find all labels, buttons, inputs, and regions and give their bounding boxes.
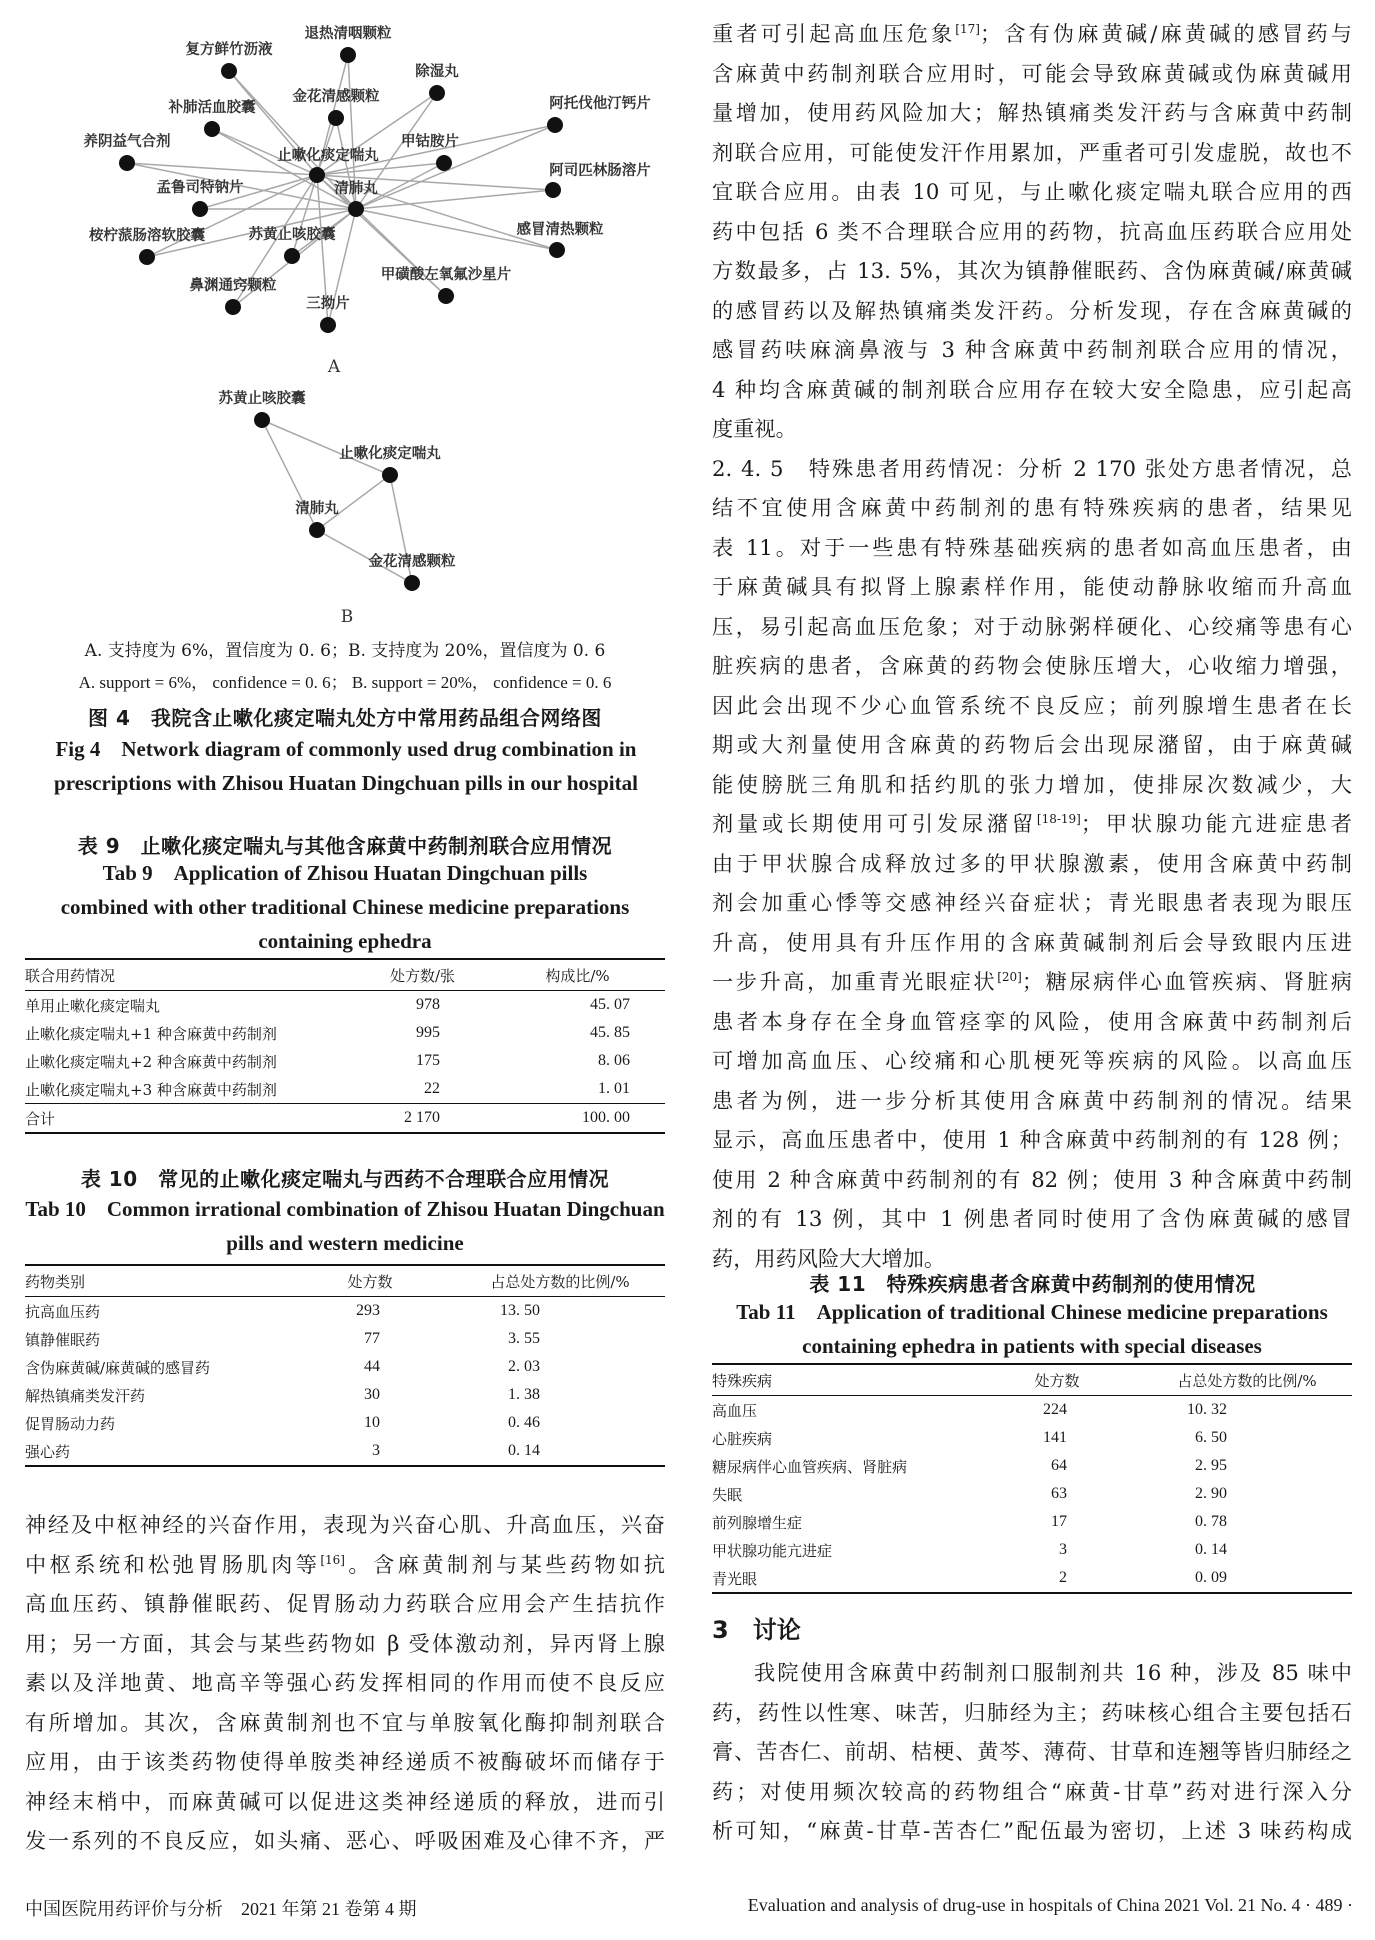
text-line: 用；另一方面，其会与某些药物如 β 受体激动剂，异丙肾上腺 — [25, 1630, 665, 1656]
network-a-node-label: 补肺活血胶囊 — [168, 99, 256, 116]
text-line: 药；对使用频次较高的药物组合“麻黄-甘草”药对进行深入分 — [712, 1778, 1352, 1804]
text-line: 剂的有 13 例，其中 1 例患者同时使用了含伪麻黄碱的感冒 — [712, 1206, 1352, 1231]
cell-value: 63 — [1051, 1485, 1067, 1502]
cell-value: 2 — [972, 1564, 1142, 1593]
text-line: 脏疾病的患者，含麻黄的药物会使脉压增大，心收缩力增强， — [712, 653, 1352, 678]
column-header: 占总处方数的比例/% — [455, 1265, 665, 1297]
network-b-node — [404, 575, 420, 591]
table-header-row — [25, 1265, 665, 1297]
row-label: 抗高血压药 — [25, 1302, 101, 1321]
table-row — [25, 1353, 665, 1381]
network-b-node-label: 金花清感颗粒 — [368, 553, 456, 570]
text-span: ；甲状腺功能亢进症患者 — [1080, 811, 1352, 836]
cell-value: 64 — [1051, 1457, 1067, 1474]
network-a-node — [547, 117, 563, 133]
row-label: 前列腺增生症 — [712, 1513, 803, 1532]
table-row — [25, 1325, 665, 1353]
table-row — [25, 1047, 665, 1075]
cell-value: 6. 50 — [1195, 1429, 1227, 1446]
network-b-node — [382, 467, 398, 483]
cell-value: 141 — [1043, 1429, 1067, 1446]
text-line: 膏、苦杏仁、前胡、桔梗、黄芩、薄荷、甘草和连翘等皆归肺经之 — [712, 1739, 1352, 1764]
table9-title-zh: 表 9 止嗽化痰定喘丸与其他含麻黄中药制剂联合应用情况 — [77, 834, 613, 858]
cell-value: 2. 95 — [1195, 1457, 1227, 1474]
text-line: 患者为例，进一步分析其使用含麻黄中药制剂的情况。结果 — [712, 1087, 1352, 1113]
network-a-node — [436, 155, 452, 171]
network-a-node-label: 复方鲜竹沥液 — [185, 41, 273, 58]
panel-a-label: A — [327, 357, 341, 377]
text-line: 有所增加。其次，含麻黄制剂也不宜与单胺氧化酶抑制剂联合 — [25, 1709, 665, 1735]
network-a-node — [225, 299, 241, 315]
text-line: 的感冒药以及解热镇痛类发汗药。分析发现，存在含麻黄碱的 — [712, 297, 1352, 323]
cell-value: 2. 03 — [508, 1358, 540, 1375]
row-label: 失眠 — [712, 1485, 743, 1504]
table-row — [25, 1409, 665, 1437]
row-label: 止嗽化痰定喘丸+3 种含麻黄中药制剂 — [25, 1080, 277, 1099]
cell-value: 0. 46 — [508, 1414, 540, 1431]
text-line: 高血压药、镇静催眠药、促胃肠动力药联合应用会产生拮抗作 — [25, 1591, 665, 1616]
cell-value: 0. 09 — [1142, 1564, 1352, 1593]
table10-title-zh: 表 10 常见的止嗽化痰定喘丸与西药不合理联合应用情况 — [80, 1167, 610, 1191]
cell-value: 2. 90 — [1195, 1485, 1227, 1502]
text-line: 显示，高血压患者中，使用 1 种含麻黄中药制剂的有 128 例； — [712, 1127, 1352, 1152]
network-a-node-label: 清肺丸 — [334, 180, 378, 197]
figure-title-zh: 图 4 我院含止嗽化痰定喘丸处方中常用药品组合网络图 — [88, 706, 602, 730]
table-row — [712, 1424, 1352, 1452]
figure-title-en: Fig 4 Network diagram of commonly used drug combination in prescriptions with Zhisou Huatan Dingchuan pills in our hospital — [54, 737, 638, 795]
network-a-node — [309, 167, 325, 183]
right-body-text — [712, 14, 1352, 1278]
network-a-node — [438, 288, 454, 304]
row-label: 青光眼 — [712, 1564, 972, 1593]
text-line: 2. 4. 5 特殊患者用药情况：分析 2 170 张处方患者情况，总 — [712, 455, 1352, 481]
text-line: 药，药性以性寒、味苦，归肺经为主；药味核心组合主要包括石 — [712, 1699, 1352, 1725]
text-line: 患者本身存在全身血管痉挛的风险，使用含麻黄中药制剂后 — [712, 1008, 1352, 1034]
cell-value: 44 — [364, 1358, 380, 1375]
paragraph-special-patients — [712, 449, 1352, 805]
network-b-node-label: 清肺丸 — [295, 500, 339, 517]
table-header-row — [25, 959, 665, 991]
cell-value: 10 — [364, 1414, 380, 1431]
text-line: 药，用药风险大大增加。 — [712, 1245, 946, 1271]
text-span: 重者可引起高血压危象 — [712, 21, 956, 46]
table-total-row — [25, 1104, 665, 1134]
row-label: 高血压 — [712, 1401, 758, 1420]
network-a-node-label: 甲磺酸左氧氟沙星片 — [380, 266, 512, 283]
network-a-node-label: 除湿丸 — [415, 63, 459, 80]
table-row — [712, 1508, 1352, 1536]
cell-value: 3. 55 — [508, 1330, 540, 1347]
network-a-node-label: 阿托伐他汀钙片 — [549, 95, 651, 112]
reference-citation[interactable]: [20] — [997, 970, 1022, 984]
cell-value: 3 — [285, 1437, 455, 1466]
cell-value: 45. 85 — [590, 1024, 630, 1041]
discussion-paragraph — [712, 1653, 1352, 1851]
network-a-node-label: 止嗽化痰定喘丸 — [277, 147, 379, 164]
table10-title-en: Tab 10 Common irrational combination of Zhisou Huatan Dingchuan pills and western medicine — [25, 1197, 665, 1255]
table9 — [25, 958, 665, 1134]
cell-value: 45. 07 — [590, 996, 630, 1013]
cell-value: 995 — [416, 1024, 440, 1041]
text-line: 表 11。对于一些患有特殊基础疾病的患者如高血压患者，由 — [712, 534, 1352, 560]
network-a-node-label: 孟鲁司特钠片 — [156, 179, 244, 196]
text-line: 剂会加重心悸等交感神经兴奋症状；青光眼患者表现为眼压 — [712, 890, 1352, 915]
row-label: 强心药 — [25, 1437, 285, 1466]
cell-value: 1. 01 — [598, 1080, 630, 1097]
text-line: 含麻黄中药制剂联合应用时，可能会导致麻黄碱或伪麻黄碱用 — [712, 60, 1352, 86]
cell-value: 0. 14 — [1195, 1541, 1227, 1558]
network-a-node-label: 感冒清热颗粒 — [516, 221, 604, 238]
network-a-node-label: 鼻渊通窍颗粒 — [189, 277, 277, 294]
cell-value: 10. 32 — [1187, 1401, 1227, 1418]
table11 — [712, 1363, 1352, 1594]
network-a-node — [119, 155, 135, 171]
table-row — [25, 1297, 665, 1326]
network-a-node-label: 阿司匹林肠溶片 — [549, 162, 651, 179]
row-label: 含伪麻黄碱/麻黄碱的感冒药 — [25, 1358, 211, 1377]
cell-value: 224 — [1043, 1401, 1067, 1418]
text-span: ；含有伪麻黄碱/麻黄碱的感冒药与 — [979, 21, 1352, 46]
network-a-node-label: 金花清感颗粒 — [292, 88, 380, 105]
cell-value: 0. 14 — [455, 1437, 665, 1466]
network-a-node-label: 退热清咽颗粒 — [304, 25, 392, 42]
network-b-node-label: 苏黄止咳胶囊 — [218, 390, 306, 407]
text-line: 神经及中枢神经的兴奋作用，表现为兴奋心肌、升高血压，兴奋 — [25, 1512, 665, 1537]
column-header: 处方数 — [285, 1265, 455, 1297]
figure-note-zh: A. 支持度为 6%，置信度为 0. 6；B. 支持度为 20%，置信度为 0. 6 — [84, 641, 606, 661]
text-span: ；糖尿病伴心血管疾病、肾脏病 — [1021, 969, 1352, 994]
text-line: 能使膀胱三角肌和括约肌的张力增加，使排尿次数减少，大 — [712, 771, 1352, 797]
panel-b-label: B — [340, 607, 354, 627]
reference-citation[interactable]: [17] — [955, 22, 980, 36]
network-a-node — [328, 110, 344, 126]
paragraph-special-patients-cont — [712, 844, 1352, 963]
text-line: 应用，由于该类药物使得单胺类神经递质不被酶破坏而储存于 — [25, 1749, 665, 1774]
table11-title-zh: 表 11 特殊疾病患者含麻黄中药制剂的使用情况 — [809, 1272, 1256, 1296]
text-line: 神经末梢中，而麻黄碱可以促进这类神经递质的释放，进而引 — [25, 1788, 665, 1814]
network-a-node — [204, 121, 220, 137]
network-a-node — [429, 85, 445, 101]
table-row — [25, 1075, 665, 1104]
text-line: 析可知，“麻黄-甘草-苦杏仁”配伍最为密切，上述 3 味药构成 — [712, 1818, 1352, 1843]
cell-value: 175 — [416, 1052, 440, 1069]
network-a-node-label: 苏黄止咳胶囊 — [248, 226, 336, 243]
cell-value: 17 — [1051, 1513, 1067, 1530]
network-a-node — [549, 242, 565, 258]
network-b-node — [254, 412, 270, 428]
cell-value: 293 — [356, 1302, 380, 1319]
table-row — [712, 1564, 1352, 1593]
text-line — [712, 962, 1352, 1002]
table10 — [25, 1264, 665, 1467]
table-row — [25, 1381, 665, 1409]
text-line: 量增加，使用药风险加大；解热镇痛类发汗药与含麻黄中药制 — [712, 100, 1352, 125]
cell-value: 1. 38 — [508, 1386, 540, 1403]
cell-value: 978 — [416, 996, 440, 1013]
reference-citation[interactable]: [16] — [320, 1552, 345, 1567]
row-label: 止嗽化痰定喘丸+2 种含麻黄中药制剂 — [25, 1052, 277, 1071]
cell-value: 13. 50 — [500, 1302, 540, 1319]
figure-note-en: A. support = 6%， confidence = 0. 6； B. support = 20%， confidence = 0. 6 — [78, 673, 612, 692]
row-label: 促胃肠动力药 — [25, 1414, 116, 1433]
column-header: 特殊疾病 — [712, 1364, 972, 1396]
row-label: 解热镇痛类发汗药 — [25, 1386, 146, 1405]
cell-value: 22 — [424, 1080, 440, 1097]
text-line — [712, 804, 1352, 844]
column-header: 占总处方数的比例/% — [1142, 1364, 1352, 1396]
text-line: 结不宜使用含麻黄中药制剂的患有特殊疾病的患者，结果见 — [712, 495, 1352, 520]
text-line: 发一系列的不良反应，如头痛、恶心、呼吸困难及心律不齐，严 — [25, 1828, 665, 1853]
text-line: 素以及洋地黄、地高辛等强心药发挥相同的作用而使不良反应 — [25, 1670, 665, 1695]
text-span: 。含麻黄制剂与某些药物如抗 — [345, 1551, 665, 1577]
network-a-node — [348, 201, 364, 217]
row-label: 镇静催眠药 — [25, 1330, 101, 1349]
journal-footer-en: Evaluation and analysis of drug-use in hospitals of China 2021 Vol. 21 No. 4 · 489 · — [747, 1895, 1353, 1915]
section-3-heading: 3 讨论 — [712, 1616, 801, 1644]
text-span: 中枢系统和松弛胃肠肌肉等 — [25, 1551, 321, 1577]
table9-title-en: Tab 9 Application of Zhisou Huatan Dingchuan pills combined with other traditional Chinese medicine preparations containing ephedra — [60, 861, 630, 953]
column-header: 构成比/% — [490, 959, 665, 991]
text-line — [25, 1545, 665, 1585]
table-header-row — [712, 1364, 1352, 1396]
text-line: 期或大剂量使用含麻黄的药物后会出现尿潴留，由于麻黄碱 — [712, 732, 1352, 757]
text-line: 感冒药呋麻滴鼻液与 3 种含麻黄中药制剂联合应用的情况， — [712, 337, 1352, 362]
column-header: 处方数/张 — [355, 959, 490, 991]
table-row — [25, 1019, 665, 1047]
network-a-node-label: 桉柠蒎肠溶软胶囊 — [89, 227, 205, 244]
network-a-node — [192, 201, 208, 217]
text-line: 药中包括 6 类不合理联合应用的药物，抗高血压药联合应用处 — [712, 218, 1352, 244]
table-row — [25, 1437, 665, 1466]
table-row — [712, 1396, 1352, 1425]
text-line: 4 种均含麻黄碱的制剂联合应用存在较大安全隐患，应引起高 — [712, 376, 1352, 402]
left-body-text — [25, 1505, 665, 1861]
table-row — [25, 991, 665, 1020]
table-row — [712, 1480, 1352, 1508]
cell-value: 0. 78 — [1195, 1513, 1227, 1530]
text-span: 一步升高，加重青光眼症状 — [712, 969, 998, 994]
text-span: 剂量或长期使用可引发尿潴留 — [712, 811, 1037, 836]
row-label: 单用止嗽化痰定喘丸 — [25, 996, 161, 1015]
column-header: 联合用药情况 — [25, 959, 355, 991]
table-row — [712, 1536, 1352, 1564]
network-a-node — [545, 182, 561, 198]
cell-value: 30 — [364, 1386, 380, 1403]
text-line: 可增加高血压、心绞痛和心肌梗死等疾病的风险。以高血压 — [712, 1048, 1352, 1073]
text-line: 升高，使用具有升压作用的含麻黄碱制剂后会导致眼内压进 — [712, 929, 1352, 955]
row-label: 甲状腺功能亢进症 — [712, 1541, 833, 1560]
text-line: 于麻黄碱具有拟肾上腺素样作用，能使动静脉收缩而升高血 — [712, 574, 1352, 599]
text-line: 剂联合应用，可能使发汗作用累加，严重者可引发虚脱，故也不 — [712, 139, 1352, 165]
cell-value: 2 170 — [355, 1104, 490, 1134]
network-a-node-label: 养阴益气合剂 — [83, 133, 171, 150]
column-header: 药物类别 — [25, 1265, 285, 1297]
cell-value: 8. 06 — [598, 1052, 630, 1069]
text-line: 方数最多，占 13. 5%，其次为镇静催眠药、含伪麻黄碱/麻黄碱 — [712, 258, 1352, 283]
row-label: 糖尿病伴心血管疾病、肾脏病 — [712, 1457, 908, 1476]
network-a-node — [139, 249, 155, 265]
network-b-nodes — [219, 389, 456, 591]
network-a-node — [221, 63, 237, 79]
text-line: 压，易引起高血压危象；对于动脉粥样硬化、心绞痛等患有心 — [712, 613, 1352, 639]
network-a-node-label: 三拗片 — [306, 295, 350, 312]
network-b-node — [309, 522, 325, 538]
paragraph-tab10-discussion — [712, 54, 1352, 449]
text-line: 度重视。 — [712, 416, 797, 441]
cell-value: 100. 00 — [490, 1104, 665, 1134]
reference-citation[interactable]: [18-19] — [1036, 812, 1081, 826]
text-line — [712, 14, 1352, 54]
network-a-node-label: 甲钴胺片 — [401, 133, 459, 150]
row-label: 合计 — [25, 1104, 355, 1134]
row-label: 心脏疾病 — [712, 1429, 773, 1448]
text-line: 我院使用含麻黄中药制剂口服制剂共 16 种，涉及 85 味中 — [754, 1660, 1352, 1685]
column-header: 处方数 — [972, 1364, 1142, 1396]
text-line: 宜联合应用。由表 10 可见，与止嗽化痰定喘丸联合应用的西 — [712, 179, 1352, 204]
text-line: 使用 2 种含麻黄中药制剂的有 82 例；使用 3 种含麻黄中药制 — [712, 1166, 1352, 1192]
table11-title-en: Tab 11 Application of traditional Chinese medicine preparations containing ephedra in patients with special diseases — [736, 1300, 1328, 1358]
network-a-node — [284, 248, 300, 264]
network-a-node — [320, 317, 336, 333]
table-row — [712, 1452, 1352, 1480]
figure-4-network — [0, 0, 690, 640]
row-label: 止嗽化痰定喘丸+1 种含麻黄中药制剂 — [25, 1024, 277, 1043]
paragraph-special-patients-end — [712, 1002, 1352, 1279]
cell-value: 77 — [364, 1330, 380, 1347]
text-line: 因此会出现不少心血管系统不良反应；前列腺增生患者在长 — [712, 692, 1352, 718]
cell-value: 3 — [1059, 1541, 1067, 1558]
journal-footer-zh: 中国医院用药评价与分析 2021 年第 21 卷第 4 期 — [25, 1899, 417, 1919]
text-line: 由于甲状腺合成释放过多的甲状腺激素，使用含麻黄中药制 — [712, 850, 1352, 876]
network-b-node-label: 止嗽化痰定喘丸 — [339, 445, 441, 462]
network-a-node — [340, 47, 356, 63]
